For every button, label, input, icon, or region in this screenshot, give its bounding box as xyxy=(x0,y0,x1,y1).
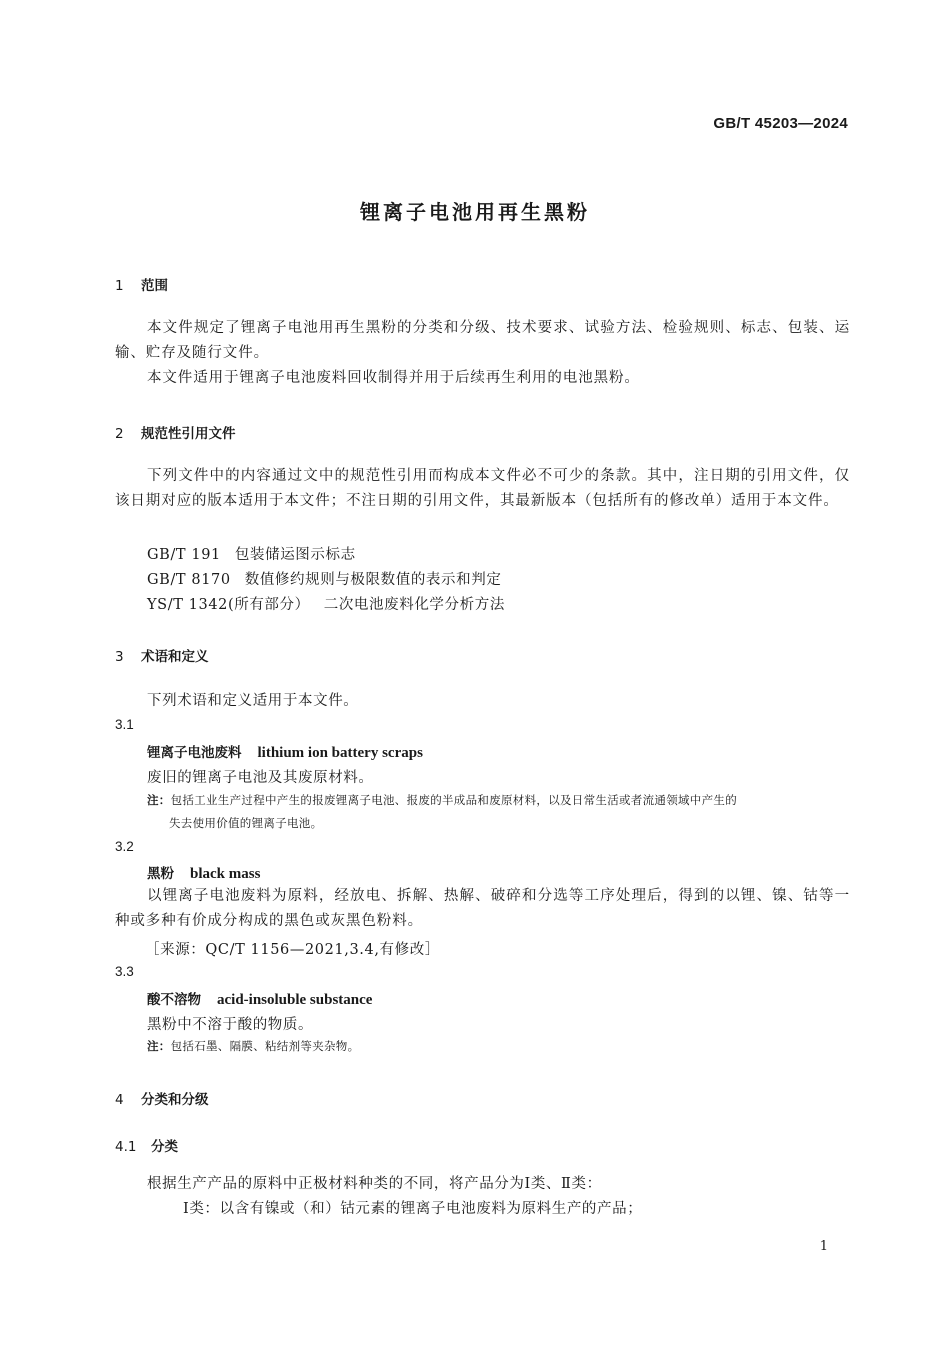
term-definition: 废旧的锂离子电池及其废原材料。 xyxy=(147,770,374,786)
section-number: 4 xyxy=(115,1092,124,1108)
term-heading xyxy=(147,862,260,883)
section-title: 范围 xyxy=(141,278,168,294)
document-title: 锂离子电池用再生黑粉 xyxy=(360,200,590,224)
reference-title: 数值修约规则与极限数值的表示和判定 xyxy=(244,572,502,588)
terms-intro: 下列术语和定义适用于本文件。 xyxy=(147,693,359,709)
reference-item xyxy=(147,568,501,589)
term-source: ［来源：QC/T 1156—2021,3.4,有修改］ xyxy=(145,942,440,958)
term-chinese: 黑粉 xyxy=(147,866,174,882)
reference-item xyxy=(147,543,356,564)
classification-paragraph: 根据生产产品的原料中正极材料种类的不同，将产品分为Ⅰ类、Ⅱ类： xyxy=(147,1176,602,1192)
subsection-4-1-heading xyxy=(115,1135,178,1155)
page-number: 1 xyxy=(819,1239,828,1254)
term-heading xyxy=(147,988,372,1009)
term-number: 3.2 xyxy=(115,839,134,854)
reference-item xyxy=(147,593,505,614)
term-english: black mass xyxy=(190,866,261,882)
term-note xyxy=(147,1035,852,1058)
standard-code: GB/T 45203—2024 xyxy=(713,115,848,132)
term-number: 3.1 xyxy=(115,717,134,732)
term-definition: 黑粉中不溶于酸的物质。 xyxy=(147,1017,314,1033)
section-title: 分类和分级 xyxy=(141,1092,209,1108)
term-number: 3.3 xyxy=(115,964,134,979)
section-title: 术语和定义 xyxy=(141,649,209,665)
section-1-heading xyxy=(115,274,168,294)
reference-code: GB/T 8170 xyxy=(147,572,231,588)
subsection-title: 分类 xyxy=(151,1139,178,1155)
normative-references-paragraph: 下列文件中的内容通过文中的规范性引用而构成本文件必不可少的条款。其中，注日期的引用文件，仅该日期对应的版本适用于本文件；不注日期的引用文件，其最新版本（包括所有的修改单）适用于本文件。 xyxy=(115,468,850,509)
term-english: acid-insoluble substance xyxy=(217,992,373,1008)
note-text-continued: 失去使用价值的锂离子电池。 xyxy=(169,816,323,830)
term-heading xyxy=(147,741,423,762)
term-definition: 以锂离子电池废料为原料，经放电、拆解、热解、破碎和分选等工序处理后，得到的以锂、镍、钴等一种或多种有价成分构成的黑色或灰黑色粉料。 xyxy=(115,888,850,929)
note-text: 包括石墨、隔膜、粘结剂等夹杂物。 xyxy=(170,1039,360,1053)
section-4-heading xyxy=(115,1088,209,1108)
section-2-heading xyxy=(115,422,236,442)
reference-code: GB/T 191 xyxy=(147,547,221,563)
section-title: 规范性引用文件 xyxy=(141,426,236,442)
note-label: 注： xyxy=(147,793,171,807)
subsection-number: 4.1 xyxy=(115,1139,137,1155)
section-number: 3 xyxy=(115,649,124,665)
reference-title: 包装储运图示标志 xyxy=(234,547,356,563)
scope-paragraph-1: 本文件规定了锂离子电池用再生黑粉的分类和分级、技术要求、试验方法、检验规则、标志、包装、运输、贮存及随行文件。 xyxy=(115,320,850,361)
term-chinese: 锂离子电池废料 xyxy=(147,745,242,761)
section-number: 1 xyxy=(115,278,124,294)
note-label: 注： xyxy=(147,1039,171,1053)
scope-paragraph-2: 本文件适用于锂离子电池废料回收制得并用于后续再生利用的电池黑粉。 xyxy=(147,370,640,386)
term-english: lithium ion battery scraps xyxy=(257,745,423,761)
note-text: 包括工业生产过程中产生的报废锂离子电池、报废的半成品和废原材料，以及日常生活或者流通领域中产生的 xyxy=(170,793,738,807)
reference-code: YS/T 1342(所有部分） xyxy=(147,597,310,613)
term-note xyxy=(147,789,852,835)
classification-item-1: Ⅰ类：以含有镍或（和）钴元素的锂离子电池废料为原料生产的产品； xyxy=(183,1201,643,1217)
term-chinese: 酸不溶物 xyxy=(147,992,201,1008)
section-3-heading xyxy=(115,645,209,665)
reference-title: 二次电池废料化学分析方法 xyxy=(323,597,505,613)
section-number: 2 xyxy=(115,426,124,442)
